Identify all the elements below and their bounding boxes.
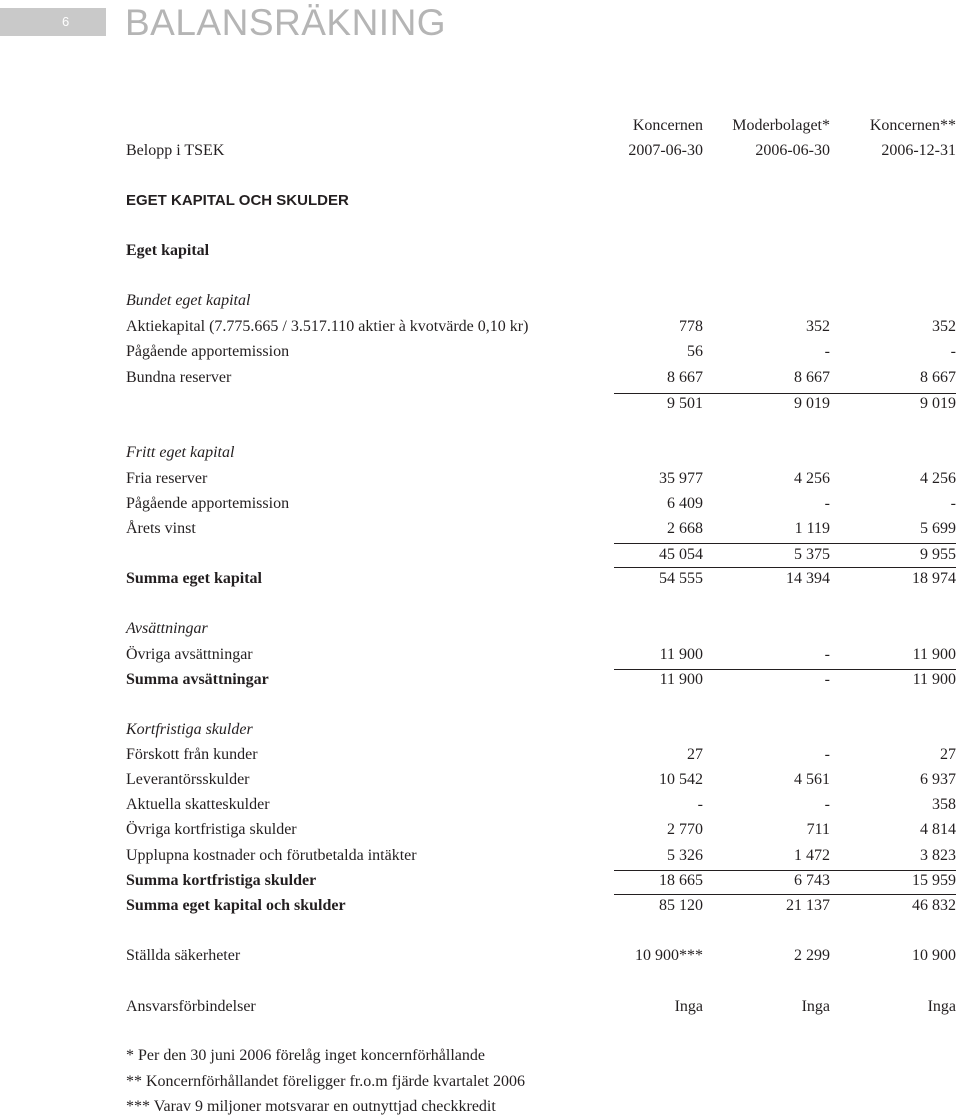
row-value-col1: 2 668 [667, 520, 703, 537]
row-value-col1: 8 667 [667, 369, 703, 386]
row-value-col2: 352 [806, 318, 830, 335]
avsattningar-heading: Avsättningar [126, 620, 208, 637]
subtotal-col1: 45 054 [659, 546, 703, 563]
page-number: 6 [0, 8, 106, 36]
row-value-col3: 6 937 [920, 771, 956, 788]
row-value-col3: 10 900 [912, 947, 956, 964]
bundet-heading-row [126, 290, 956, 312]
row-value-col1: 778 [679, 318, 703, 335]
row-value-col1: 56 [687, 343, 703, 360]
table-row [126, 341, 956, 363]
row-label: Förskott från kunder [126, 746, 258, 763]
kortfristiga-heading-row [126, 719, 956, 741]
row-value-col2: - [824, 796, 830, 813]
row-value-col1: 18 665 [659, 872, 703, 889]
col2-date: 2006-06-30 [755, 142, 830, 159]
row-value-col2: 14 394 [786, 570, 830, 587]
footnote: ** Koncernförhållandet föreligger fr.o.m fjärde kvartalet 2006 [126, 1073, 525, 1090]
row-value-col3: 27 [940, 746, 956, 763]
subtotal-row [126, 393, 956, 415]
row-value-col1: 2 770 [667, 821, 703, 838]
stallda-sakerheter-row [126, 945, 956, 967]
col1-name: Koncernen [632, 117, 703, 134]
kortfristiga-heading: Kortfristiga skulder [126, 721, 253, 738]
subtotal-col2: 5 375 [794, 546, 830, 563]
row-label: Övriga kortfristiga skulder [126, 821, 297, 838]
table-row [126, 794, 956, 816]
row-value-col3: 358 [932, 796, 956, 813]
row-value-col2: 4 561 [794, 771, 830, 788]
unit-label: Belopp i TSEK [126, 142, 225, 159]
row-value-col3: - [950, 343, 956, 360]
table-row [126, 518, 956, 540]
row-value-col2: 21 137 [786, 897, 830, 914]
fritt-heading-row [126, 442, 956, 464]
row-value-col2: - [824, 343, 830, 360]
row-value-col1: 6 409 [667, 495, 703, 512]
row-value-col1: 5 326 [667, 847, 703, 864]
row-label: Ansvarsförbindelser [126, 998, 256, 1015]
row-value-col2: - [824, 671, 830, 688]
column-names-row [126, 115, 956, 137]
row-label: Upplupna kostnader och förutbetalda intäkter [126, 847, 417, 864]
table-row [126, 644, 956, 666]
footnote: *** Varav 9 miljoner motsvarar en outnyttjad checkkredit [126, 1098, 496, 1115]
row-value-col2: - [824, 746, 830, 763]
table-row [126, 367, 956, 389]
summa-eget-kapital-row [126, 568, 956, 590]
table-row [126, 316, 956, 338]
subtotal-col3: 9 955 [920, 546, 956, 563]
row-value-col3: Inga [927, 998, 956, 1015]
row-value-col3: 11 900 [912, 646, 956, 663]
row-value-col2: - [824, 646, 830, 663]
row-label: Årets vinst [126, 520, 196, 537]
row-label: Aktuella skatteskulder [126, 796, 270, 813]
row-value-col2: 1 472 [794, 847, 830, 864]
eget-kapital-heading-row [126, 240, 956, 262]
table-row [126, 468, 956, 490]
row-value-col1: 10 900*** [635, 947, 703, 964]
summa-avsattningar-row [126, 669, 956, 691]
row-value-col1: 11 900 [659, 671, 703, 688]
row-label: Summa avsättningar [126, 671, 269, 688]
row-value-col3: 3 823 [920, 847, 956, 864]
subtotal-col2: 9 019 [794, 395, 830, 412]
row-value-col2: 6 743 [794, 872, 830, 889]
row-value-col1: 11 900 [659, 646, 703, 663]
row-label: Summa eget kapital och skulder [126, 897, 346, 914]
row-value-col2: 2 299 [794, 947, 830, 964]
row-value-col2: 8 667 [794, 369, 830, 386]
row-value-col3: 18 974 [912, 570, 956, 587]
row-value-col1: 54 555 [659, 570, 703, 587]
bundet-heading: Bundet eget kapital [126, 292, 251, 309]
section-title-row [126, 190, 956, 212]
row-label: Aktiekapital (7.775.665 / 3.517.110 aktier à kvotvärde 0,10 kr) [126, 318, 529, 335]
page-title: BALANSRÄKNING [125, 2, 447, 43]
row-label: Fria reserver [126, 470, 208, 487]
row-label: Bundna reserver [126, 369, 232, 386]
table-row [126, 769, 956, 791]
row-value-col1: - [697, 796, 703, 813]
eget-kapital-heading: Eget kapital [126, 242, 210, 259]
row-value-col2: - [824, 495, 830, 512]
table-row [126, 493, 956, 515]
row-value-col3: 4 256 [920, 470, 956, 487]
ansvarsforbindelser-row [126, 996, 956, 1018]
row-value-col1: 27 [687, 746, 703, 763]
subtotal-row [126, 544, 956, 566]
summa-total-row [126, 895, 956, 917]
row-value-col3: - [950, 495, 956, 512]
row-value-col2: 1 119 [794, 520, 830, 537]
row-value-col3: 352 [932, 318, 956, 335]
col2-name: Moderbolaget* [732, 117, 830, 134]
subtotal-col1: 9 501 [667, 395, 703, 412]
row-value-col1: Inga [674, 998, 703, 1015]
avsattningar-heading-row [126, 618, 956, 640]
row-value-col3: 8 667 [920, 369, 956, 386]
row-value-col1: 85 120 [659, 897, 703, 914]
row-value-col3: 5 699 [920, 520, 956, 537]
summa-kortfristiga-row [126, 870, 956, 892]
row-label: Övriga avsättningar [126, 646, 253, 663]
row-label: Summa kortfristiga skulder [126, 872, 317, 889]
col1-date: 2007-06-30 [628, 142, 703, 159]
row-label: Pågående apportemission [126, 343, 290, 360]
col3-name: Koncernen** [869, 117, 956, 134]
row-label: Pågående apportemission [126, 495, 290, 512]
row-value-col2: 4 256 [794, 470, 830, 487]
row-label: Leverantörsskulder [126, 771, 250, 788]
row-value-col3: 15 959 [912, 872, 956, 889]
footnote: * Per den 30 juni 2006 förelåg inget koncernförhållande [126, 1047, 485, 1064]
row-label: Summa eget kapital [126, 570, 262, 587]
section-title: EGET KAPITAL OCH SKULDER [126, 192, 349, 209]
row-value-col3: 4 814 [920, 821, 956, 838]
row-value-col2: 711 [806, 821, 830, 838]
row-value-col3: 46 832 [912, 897, 956, 914]
row-label: Ställda säkerheter [126, 947, 241, 964]
table-row [126, 819, 956, 841]
row-value-col1: 35 977 [659, 470, 703, 487]
column-dates-row [126, 140, 956, 162]
table-row [126, 744, 956, 766]
row-value-col1: 10 542 [659, 771, 703, 788]
fritt-heading: Fritt eget kapital [126, 444, 235, 461]
row-value-col3: 11 900 [912, 671, 956, 688]
table-row [126, 845, 956, 867]
row-value-col2: Inga [801, 998, 830, 1015]
subtotal-col3: 9 019 [920, 395, 956, 412]
col3-date: 2006-12-31 [881, 142, 956, 159]
